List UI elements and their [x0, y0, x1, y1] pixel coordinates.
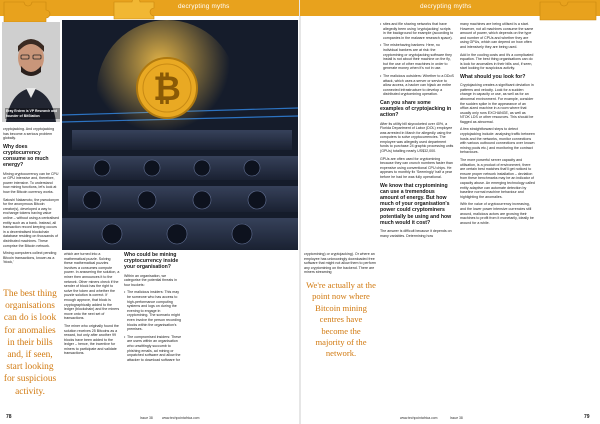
footer-issue: Issue 38	[140, 416, 153, 420]
photo-caption: Eray Erdem is VP Research and founder of BitStation	[5, 108, 60, 119]
paragraph: cryptomining) or cryptojacking). Or where an employee has unknowingly downloaded free software that might not allow them to perform any cryptomining on the backend. There are miners streaming	[304, 252, 376, 275]
paragraph: Mining computers collect pending Bitcoin transactions, known as a 'block,'	[3, 251, 57, 265]
paragraph: With the value of cryptocurrency increasing, and the lower power intensive currencies still around, malicious actors are growing their machines to profit from it monetarily, ideally be around for a while.	[460, 202, 534, 225]
page-number: 78	[6, 414, 12, 420]
bitcoin-coin-icon	[137, 58, 197, 118]
page-number: 79	[584, 414, 590, 420]
question-heading: Why does cryptocurrency consume so much energy?	[3, 143, 49, 169]
article-column-3	[124, 252, 182, 365]
question-heading: Who could be mining cryptocurrency inside your organisation?	[124, 252, 179, 271]
paragraph: The answer is difficult because it depends on many variables. Determining how	[380, 229, 452, 238]
pull-quote: We're actually at the point now where Bitcoin mining centres have become the majority of the network.	[306, 280, 376, 359]
right-page	[300, 0, 600, 424]
question-heading: Can you share some examples of cryptojacking in action?	[380, 99, 452, 119]
paragraph: GPUs are often used for cryptomining because they can crunch numbers faster than expensive using conventional CPU chips. He appears to monthly fix 'Seemingly' half a year before he had he was fully operational.	[380, 156, 453, 180]
article-column-2	[64, 252, 120, 359]
hero-image-mining-rig	[62, 20, 298, 250]
mining-rig-illustration	[62, 20, 298, 250]
paragraph: The more powerful server capacity and utilisation, is a product of environment, there are certain best matches that'll get noticed to ensure proper network installation – deviation from these benchmarks may be an indicator of capacity abuse. An emerging technology called entity adaptive can automate detection by baseline normal machine behaviour and highlighting the anomalies.	[460, 158, 535, 199]
paragraph: which are turned into a mathematical puzzle. Solving these mathematical puzzles involves a consumes compute power. In answering the solution, a miner then announces it to the network. Other miners check if the sender of block has the right to solve the token and whether the puzzle solution is correct. If enough approve, that block is cryptographically added to the ledger (blockchain) and the miners move onto the next set of transactions.	[64, 252, 120, 321]
paragraph: Cryptojacking creates a significant deviation in patterns and velocity. Look for a sudden change in capacity or use, as well as for an abnormal environment. For example, consider the sudden spike in the appearance of an office-sized machine in a room where that usually only runs EXCHANGE, as well as NTOK LDS or other resources. This should be flagged as abnormal.	[460, 83, 534, 124]
footer-site: www.techpointafrica.com	[162, 416, 200, 420]
intro-text: cryptojacking. And cryptojacking has become a serious problem globally.	[3, 127, 55, 141]
pull-quote: The best thing organisations can do is look for anomalies in their bills and, if seen, start looking for suspicious activity.	[3, 289, 57, 397]
paragraph: A few straightforward steps to detect cryptojacking include: analysing traffic between hosts and the networks, monitor connections with various outbound connections over known mining pools etc.) and monitoring the contract behaviours.	[460, 127, 535, 155]
bullet-item: • The malicious outsiders: Whether to a DDoS attack, which uses a server or service to allow access, a hacker can hijack an entire connected infrastructure to develop a distributed cryptomining operation.	[380, 74, 454, 97]
paragraph: Mining cryptocurrency can be CPU or GPU intensive and, therefore, power intensive. To understand how mining functions, let's look at how the Bitcoin currency works.	[3, 171, 59, 194]
bullet-item: • The malicious insiders: This may be someone who has access to high-performance computing systems and logs on during the evening to engage in cryptomining. The scenario might even involve the person recording blocks within the organisation's premises.	[124, 290, 182, 331]
paragraph: Within an organisation, we categorise the potential threats in four buckets:	[124, 273, 177, 287]
bullet-item: • sites and file sharing networks that have allegedly been using 'cryptojacking' scripts in the background for example (according to companies in the malware research space).	[380, 22, 454, 40]
puzzle-piece-icon	[536, 0, 600, 22]
article-column-3	[460, 22, 536, 228]
article-column-1	[3, 127, 59, 268]
author-portrait	[2, 22, 60, 122]
section-label: decrypting myths	[178, 3, 230, 10]
article-column-1	[304, 252, 376, 278]
paragraph: The miner who originally found the solution receives 25 Bitcoins as a reward, but only after another 99 blocks have been added to the ledger – hence, the incentive for miners to participate and validate transactions.	[64, 323, 119, 356]
puzzle-piece-icon	[110, 0, 170, 20]
footer-site: www.techpointafrica.com	[400, 416, 438, 420]
paragraph: many machines are being utilised is a start. However, not all machines consume the same amount of power, which depends on the type and number of CPUs and whether they are using GPUs, which can depend on how often and intensively they are being used.	[460, 22, 534, 49]
svg-text:₿: ₿	[153, 70, 181, 108]
question-heading: We know that cryptomining can use a tremendous amount of energy. But how much of your organisation's power could cryptominers potentially be using and how much would it cost?	[380, 182, 452, 226]
paragraph: Satoshi Nakamoto, the pseudonym for the anonymous Bitcoin creator(s), developed a way to exchange tokens having value online – without using a centralised entity such as a bank. Instead, all transaction record keeping occurs in a decentralised blockchain database residing on thousands of distributed machines. These comprise the Bitcoin network.	[3, 197, 59, 248]
paragraph: Add in the cooling costs and it's a complicated equation. The best thing organisations can do is look for anomalies in their bills and, if seen, start looking for suspicious activity.	[460, 52, 534, 71]
article-column-2	[380, 22, 454, 241]
author-photo	[2, 22, 60, 122]
section-label: decrypting myths	[420, 3, 472, 10]
paragraph: After its utility bill skyrocketed over 40%, a Florida Department of Labor (DOL) employee was arrested in March for allegedly using the computers to solve cryptocurrencies. The employee was allegedly used department funds to purchase 24 graphic processing units (GPUs) totalling nearly US$32,000.	[380, 121, 454, 154]
footer-issue: Issue 38	[450, 416, 463, 420]
bullet-item: • The compromised insiders: These are users within an organisation who unwittingly succumb to phishing emails, ad mining or unpatched software and allow the attacker to download software for	[124, 335, 182, 363]
question-heading: What should you look for?	[460, 73, 526, 80]
bullet-item: • The misbehaving bankers: Here, no individual bankers are at risk: the cryptomining or cryptojacking software they install is not about their machine on the fly, but the use of other machines in order to generate money when it's not in use.	[380, 43, 454, 71]
puzzle-piece-icon	[0, 0, 70, 22]
